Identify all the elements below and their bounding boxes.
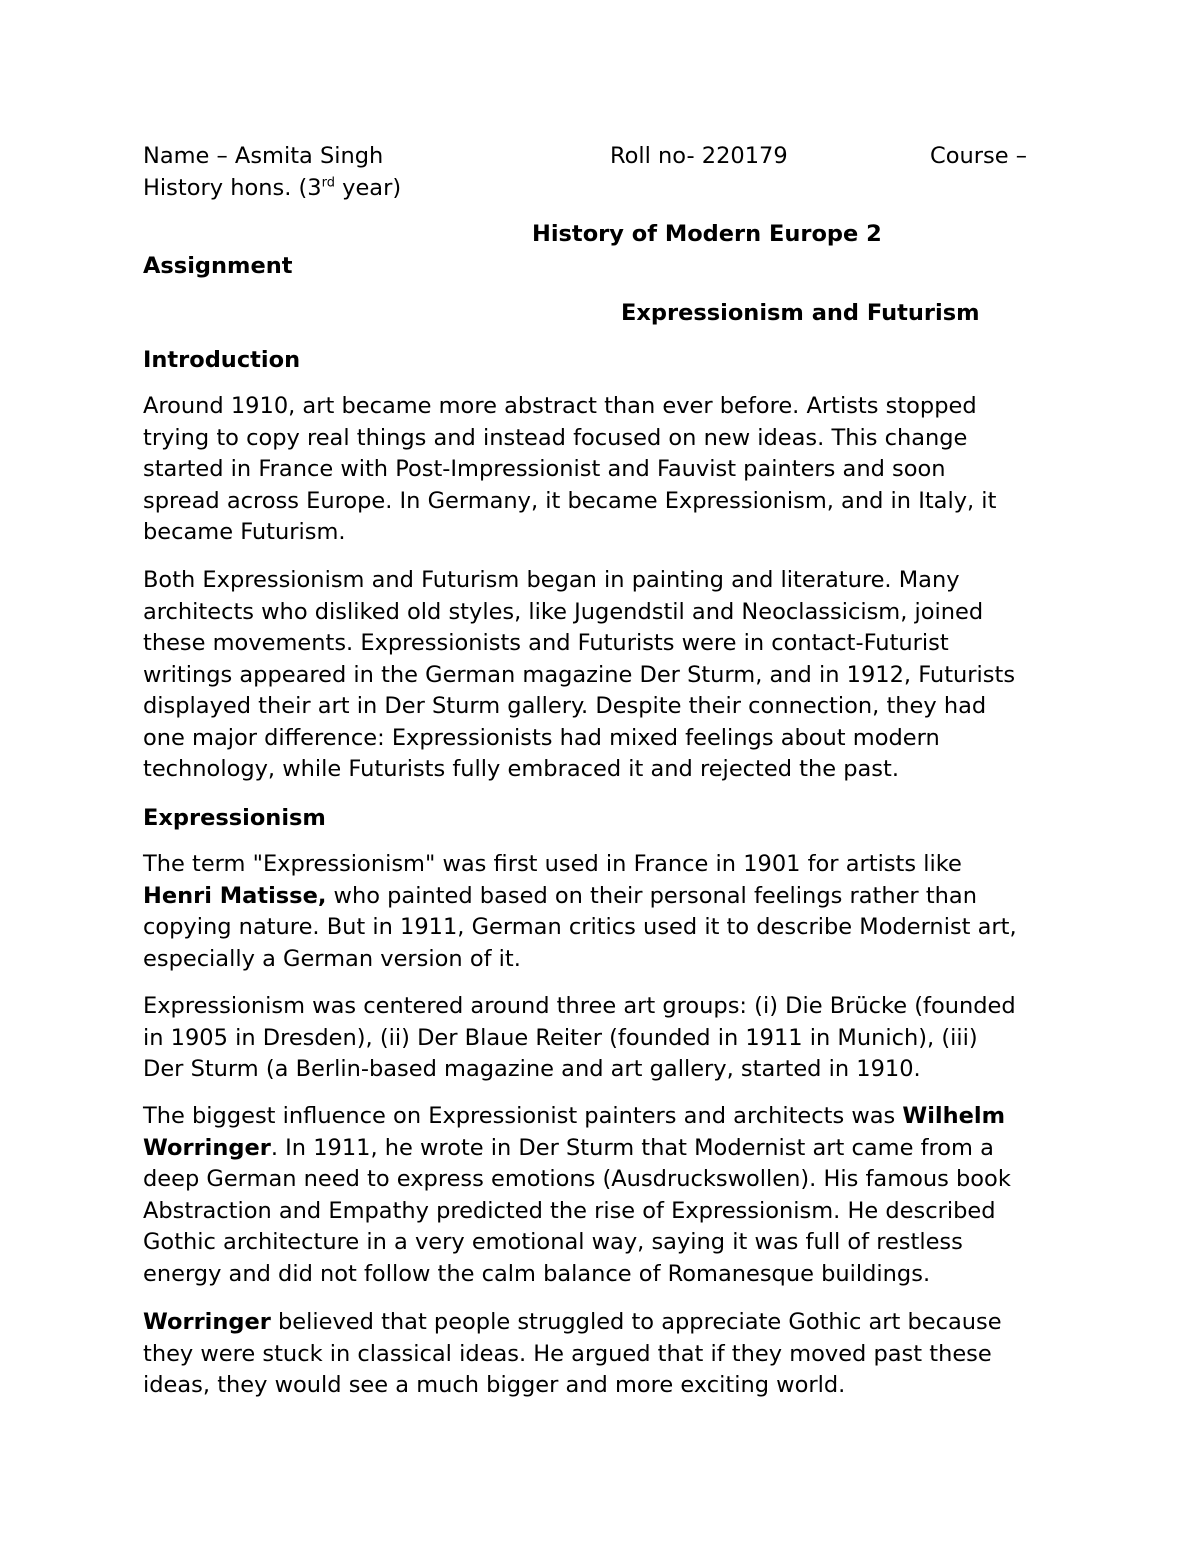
roll-number: Roll no- 220179 — [610, 143, 788, 169]
expressionism-paragraph-3: The biggest influence on Expressionist painters and architects was Wilhelm Worringer. In 1911, he wrote in Der Sturm that Modernist art came from a deep German need to express emotions (Ausdruckswollen). His famous book Abstraction and Empathy predicted the rise of Expressionism. He described Gothic architecture in a very emotional way, saying it was full of restless energy and did not follow the calm balance of Romanesque buildings. — [143, 1103, 1011, 1287]
subject-title: History of Modern Europe 2 — [532, 221, 882, 247]
expressionism-heading: Expressionism — [143, 805, 326, 831]
intro-heading: Introduction — [143, 347, 301, 373]
course-value: History hons. (3rd year) — [143, 175, 402, 201]
assignment-label: Assignment — [143, 253, 293, 279]
expressionism-paragraph-1: The term "Expressionism" was first used in France in 1901 for artists like Henri Matisse, who painted based on their personal feelings rather than copying nature. But in 1911, German critics used it to describe Modernist art, especially a German version of it. — [143, 851, 1017, 972]
topic-title: Expressionism and Futurism — [621, 300, 980, 326]
expressionism-paragraph-4: Worringer believed that people struggled to appreciate Gothic art because they were stuck in classical ideas. He argued that if they moved past these ideas, they would see a much bigger and more exciting world. — [143, 1309, 1002, 1398]
intro-paragraph-1: Around 1910, art became more abstract than ever before. Artists stopped trying to copy real things and instead focused on new ideas. This change started in France with Post-Impressionist and Fauvist painters and soon spread across Europe. In Germany, it became Expressionism, and in Italy, it became Futurism. — [143, 393, 997, 545]
course-label: Course – — [930, 143, 1027, 169]
student-name: Name – Asmita Singh — [143, 143, 384, 169]
intro-paragraph-2: Both Expressionism and Futurism began in painting and literature. Many architects who disliked old styles, like Jugendstil and Neoclassicism, joined these movements. Expressionists and Futurists were in contact-Futurist writings appeared in the German magazine Der Sturm, and in 1912, Futurists displayed their art in Der Sturm gallery. Despite their connection, they had one major difference: Expressionists had mixed feelings about modern technology, while Futurists fully embraced it and rejected the past. — [143, 567, 1016, 782]
expressionism-paragraph-2: Expressionism was centered around three art groups: (i) Die Brücke (founded in 1905 in Dresden), (ii) Der Blaue Reiter (founded in 1911 in Munich), (iii) Der Sturm (a Berlin-based magazine and art gallery, started in 1910. — [143, 993, 1016, 1082]
